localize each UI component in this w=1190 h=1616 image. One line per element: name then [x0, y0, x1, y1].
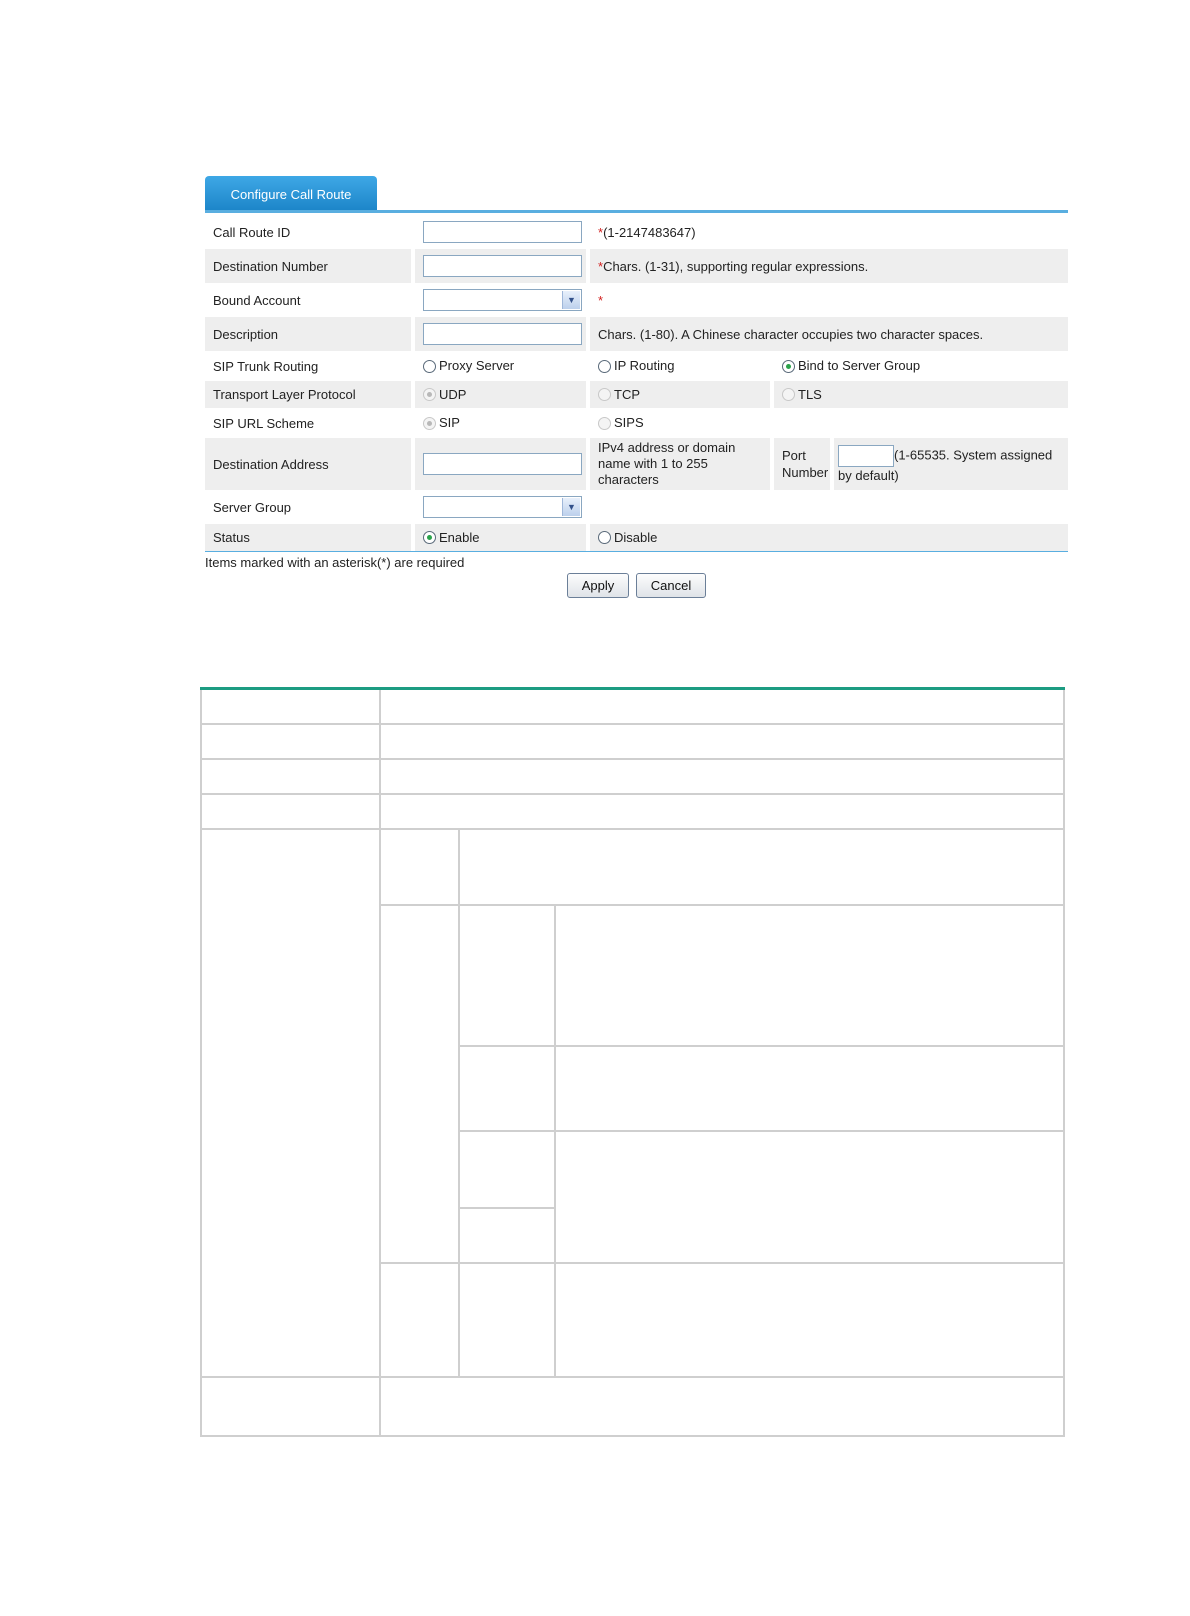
table-nested-divider [458, 828, 460, 1376]
row-destination-number [205, 249, 1068, 283]
radio-ip-routing[interactable]: IP Routing [588, 351, 772, 381]
button-bar [205, 573, 1068, 598]
table-row-line [379, 1262, 1065, 1264]
radio-icon[interactable] [423, 360, 436, 373]
table-column-divider [379, 690, 381, 1437]
hint-port-number: (1-65535. System assigned by default) [838, 446, 1053, 483]
radio-disabled-selected-icon [423, 417, 436, 430]
bound-account-select[interactable] [423, 289, 582, 311]
table-row-line [200, 828, 1065, 830]
hint-destination-address: IPv4 address or domain name with 1 to 255 characters [588, 438, 772, 490]
label-destination-address: Destination Address [205, 438, 413, 490]
required-mark: * [598, 292, 604, 308]
tab-bar [205, 176, 1068, 213]
label-sip-trunk-routing: SIP Trunk Routing [205, 351, 413, 381]
row-call-route-id [205, 215, 1068, 249]
radio-sip: SIP [413, 408, 588, 438]
parameter-table [200, 687, 1065, 1437]
divider [205, 551, 1068, 552]
radio-sips: SIPS [588, 408, 1068, 438]
cancel-button[interactable]: Cancel [636, 573, 706, 598]
table-row-line [458, 1045, 1065, 1047]
required-mark: * [598, 258, 604, 274]
radio-disabled-icon [598, 388, 611, 401]
table-row-line [200, 793, 1065, 795]
label-sip-url-scheme: SIP URL Scheme [205, 408, 413, 438]
label-destination-number: Destination Number [205, 249, 413, 283]
table-border-left [200, 690, 202, 1437]
hint-call-route-id: (1-2147483647) [603, 224, 696, 240]
table-border-right [1063, 690, 1065, 1437]
hint-description: Chars. (1-80). A Chinese character occupies two character spaces. [588, 317, 1068, 351]
radio-proxy-server[interactable]: Proxy Server [413, 351, 588, 381]
call-route-id-input[interactable] [423, 221, 582, 243]
row-sip-url-scheme [205, 408, 1068, 438]
destination-number-input[interactable] [423, 255, 582, 277]
table-nested-divider [554, 904, 556, 1376]
table-row-line [200, 1376, 1065, 1378]
radio-udp: UDP [413, 381, 588, 408]
hint-destination-number: Chars. (1-31), supporting regular expressions. [603, 258, 869, 274]
radio-bind-to-server-group[interactable]: Bind to Server Group [772, 351, 1068, 381]
label-call-route-id: Call Route ID [205, 215, 413, 249]
label-port-number: Port Number [772, 438, 832, 490]
chevron-down-icon[interactable]: ▼ [562, 498, 580, 516]
radio-disabled-icon [598, 417, 611, 430]
row-bound-account [205, 283, 1068, 317]
row-destination-address [205, 438, 1068, 490]
radio-disabled-selected-icon [423, 388, 436, 401]
label-status: Status [205, 524, 413, 551]
table-row-line [379, 904, 1065, 906]
required-note: Items marked with an asterisk(*) are required [205, 555, 465, 570]
row-server-group [205, 490, 1068, 524]
table-row-line [458, 1130, 1065, 1132]
radio-selected-icon[interactable] [782, 360, 795, 373]
radio-icon[interactable] [598, 531, 611, 544]
label-bound-account: Bound Account [205, 283, 413, 317]
required-mark: * [598, 224, 604, 240]
radio-disabled-icon [782, 388, 795, 401]
server-group-select[interactable] [423, 496, 582, 518]
radio-tcp: TCP [588, 381, 772, 408]
label-description: Description [205, 317, 413, 351]
radio-tls: TLS [772, 381, 1068, 408]
row-sip-trunk-routing [205, 351, 1068, 381]
description-input[interactable] [423, 323, 582, 345]
table-row-line [200, 758, 1065, 760]
port-number-input[interactable] [838, 445, 894, 467]
radio-disable[interactable]: Disable [588, 524, 1068, 551]
tab-configure-call-route[interactable]: Configure Call Route [205, 176, 377, 210]
radio-enable[interactable]: Enable [413, 524, 588, 551]
chevron-down-icon[interactable]: ▼ [562, 291, 580, 309]
row-transport-layer-protocol [205, 381, 1068, 408]
table-row-line [200, 723, 1065, 725]
apply-button[interactable]: Apply [567, 573, 630, 598]
row-status [205, 524, 1068, 551]
radio-icon[interactable] [598, 360, 611, 373]
table-border-bottom [200, 1435, 1065, 1437]
table-row-line [458, 1207, 554, 1209]
label-server-group: Server Group [205, 490, 413, 524]
radio-selected-icon[interactable] [423, 531, 436, 544]
table-top-rule [200, 687, 1065, 690]
call-route-form [205, 215, 1068, 551]
row-description [205, 317, 1068, 351]
configure-call-route-panel [205, 176, 1068, 598]
destination-address-input[interactable] [423, 453, 582, 475]
label-transport-layer-protocol: Transport Layer Protocol [205, 381, 413, 408]
